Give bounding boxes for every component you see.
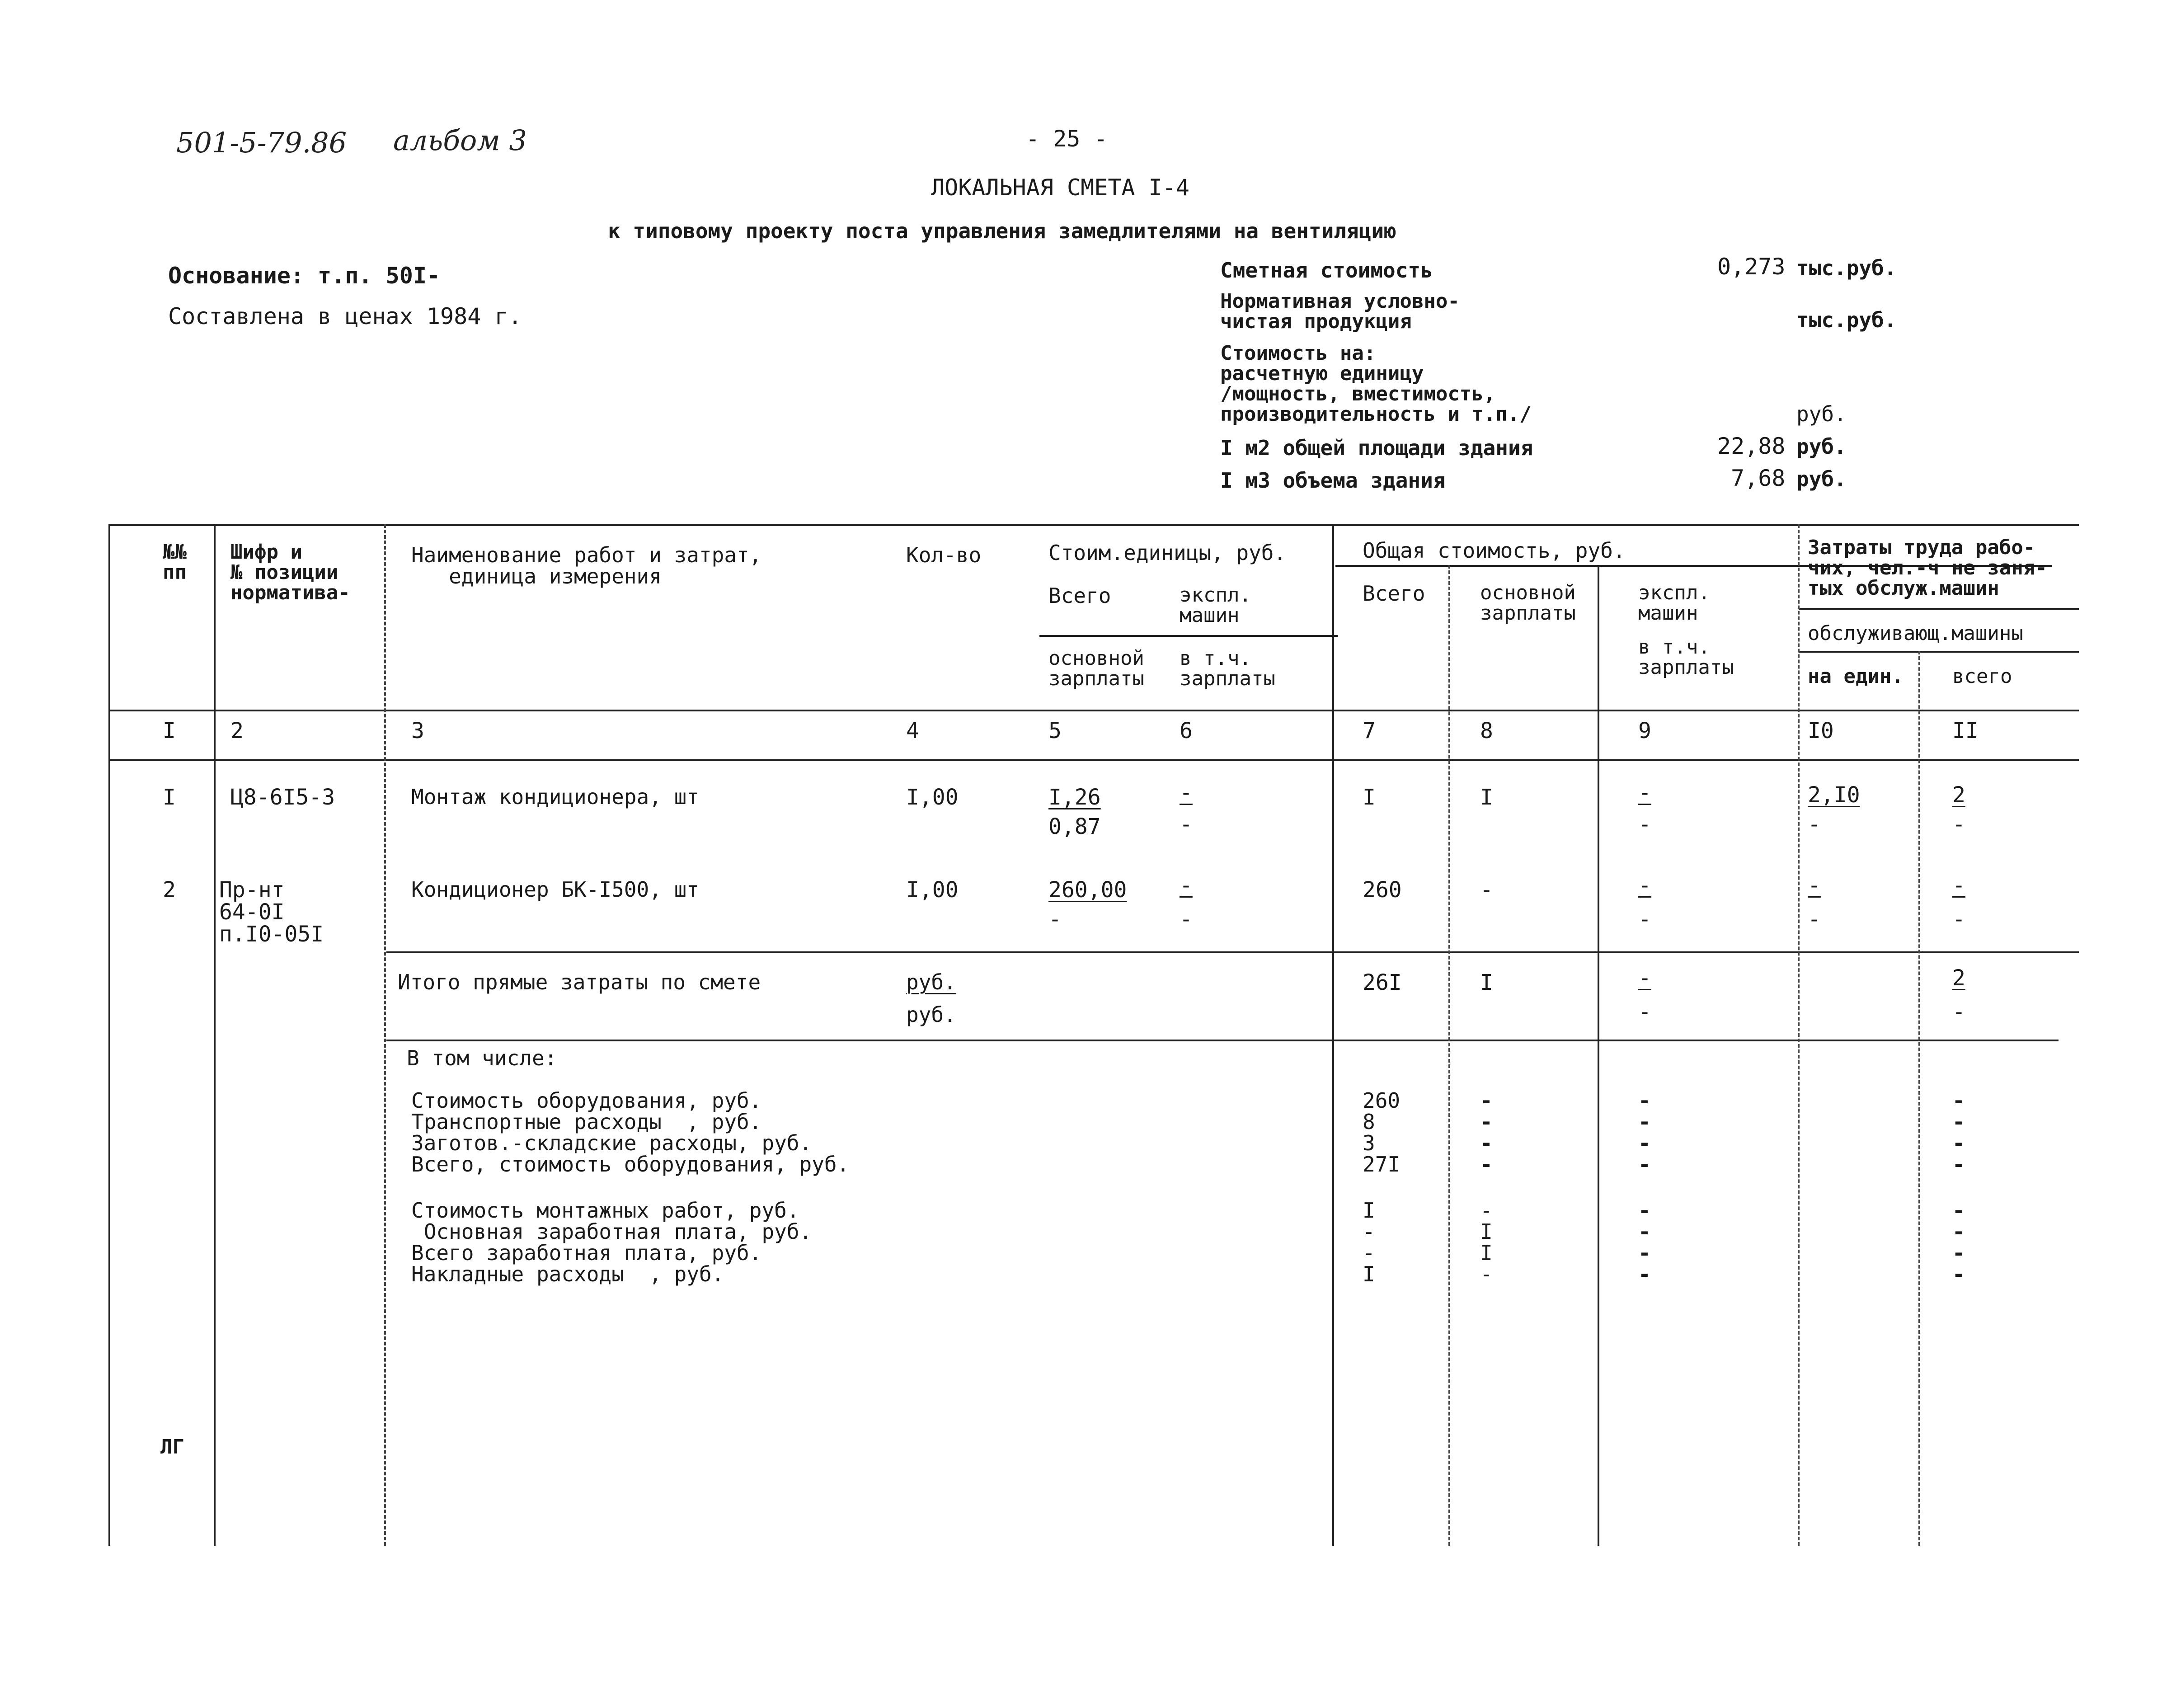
equipment-wage: - - - - — [1480, 1088, 1493, 1176]
estimated-cost-value: 0,273 — [1717, 254, 1786, 280]
row-total-machine-wage: - — [1638, 812, 1651, 837]
installation-labels: Стоимость монтажных работ, руб. Основная заработная плата, руб. Всего заработная плата, руб. Накладные расходы , руб. — [411, 1198, 812, 1286]
header-unit-machine: экспл. машин — [1180, 583, 1251, 627]
labor-sub-rule-2 — [1799, 651, 2079, 653]
volume-cost-label: I м3 объема здания — [1220, 468, 1446, 493]
total-machine: - — [1638, 965, 1651, 991]
col-number: 6 — [1180, 718, 1193, 743]
total-labor: 2 — [1952, 965, 1965, 991]
row-total-all: I — [1363, 785, 1376, 810]
area-cost-value: 22,88 — [1717, 433, 1786, 459]
basis-text: Основание: т.п. 50I- — [168, 263, 441, 289]
col-number: 3 — [411, 718, 424, 743]
header-name: Наименование работ и затрат, единица измерения — [411, 543, 762, 588]
unit-cost-sub-rule — [1039, 635, 1338, 637]
row-labor-per-unit: 2,I0 — [1808, 782, 1860, 808]
row-qty: I,00 — [906, 877, 959, 903]
equipment-labor: - - - - — [1952, 1088, 1965, 1176]
corner-mark: ЛГ — [160, 1435, 184, 1459]
header-qty: Кол-во — [906, 543, 982, 567]
header-unit-cost: Стоим.единицы, руб. — [1048, 541, 1287, 565]
row-unit-machine-wage: - — [1180, 907, 1193, 932]
header-labor-service: обслуживающ.машины — [1808, 622, 2023, 645]
breakdown-heading: В том числе: — [407, 1046, 557, 1070]
row-total-wage: - — [1480, 877, 1493, 903]
row-name: Кондиционер БК-I500, шт — [411, 877, 699, 902]
col-number: 7 — [1363, 718, 1376, 743]
row-labor-total-sub: - — [1952, 907, 1965, 932]
installation-total: I - - I — [1363, 1198, 1375, 1286]
unit-cost-unit: руб. — [1796, 402, 1847, 426]
col-number: I0 — [1808, 718, 1834, 743]
row-total-machine: - — [1638, 780, 1651, 805]
row-total-machine-wage: - — [1638, 907, 1651, 932]
row-unit-machine: - — [1180, 873, 1193, 898]
row-unit-total: 260,00 — [1048, 877, 1127, 903]
volume-cost-unit: руб. — [1796, 467, 1847, 491]
row-total-machine: - — [1638, 873, 1651, 898]
items-rule — [386, 951, 2079, 953]
header-unit-wage: основной зарплаты — [1048, 647, 1144, 690]
table-top-rule — [108, 524, 2079, 526]
row-total-all: 260 — [1363, 877, 1402, 903]
total-machine-wage: - — [1638, 999, 1651, 1025]
net-production-unit: тыс.руб. — [1796, 308, 1897, 332]
header-num: №№ пп — [163, 541, 187, 584]
row-labor-per-unit-sub: - — [1808, 812, 1821, 837]
header-unit-machine-wage: в т.ч. зарплаты — [1180, 647, 1275, 690]
row-unit-machine: - — [1180, 780, 1193, 805]
total-label: Итого прямые затраты по смете — [398, 970, 761, 994]
equipment-machine: - - - - — [1638, 1088, 1651, 1176]
estimated-cost-label: Сметная стоимость — [1220, 258, 1433, 282]
header-rule — [108, 710, 2079, 711]
page-subtitle: к типовому проекту поста управления замедлителями на вентиляцию — [608, 219, 1396, 243]
volume-cost-value: 7,68 — [1731, 465, 1786, 491]
estimated-cost-unit: тыс.руб. — [1796, 256, 1897, 280]
col-divider-wage — [1598, 565, 1599, 1546]
row-unit-machine-wage: - — [1180, 812, 1193, 837]
page-title: ЛОКАЛЬНАЯ СМЕТА I-4 — [931, 174, 1189, 201]
col-number: I — [163, 718, 176, 743]
table-left-border — [108, 524, 110, 1546]
col-divider-num — [214, 524, 216, 1546]
col-divider-qty — [1332, 524, 1334, 1546]
row-unit-total: I,26 — [1048, 785, 1101, 810]
total-all: 26I — [1363, 970, 1402, 995]
total-labor-sub: - — [1952, 999, 1965, 1025]
col-divider-code — [384, 524, 386, 1546]
col-number: 2 — [230, 718, 244, 743]
numbers-rule — [108, 759, 2079, 761]
row-total-wage: I — [1480, 785, 1493, 810]
header-code: Шифр и № позиции норматива- — [230, 541, 350, 604]
header-total-machine: экспл. машин — [1638, 581, 1710, 625]
row-name: Монтаж кондиционера, шт — [411, 785, 699, 809]
row-unit-wage: 0,87 — [1048, 814, 1101, 839]
installation-wage: - I I - — [1480, 1198, 1493, 1286]
row-labor-total: 2 — [1952, 782, 1965, 808]
unit-cost-label: Стоимость на: расчетную единицу /мощность, вместимость, производительность и т.п./ — [1220, 342, 1532, 426]
header-labor-per-unit: на един. — [1808, 665, 1904, 688]
row-qty: I,00 — [906, 785, 959, 810]
col-number: 8 — [1480, 718, 1493, 743]
total-wage: I — [1480, 970, 1493, 995]
equipment-total: 260 8 3 27I — [1363, 1088, 1401, 1176]
header-unit-total: Всего — [1048, 583, 1111, 608]
row-labor-total: - — [1952, 873, 1965, 898]
area-cost-label: I м2 общей площади здания — [1220, 436, 1533, 460]
col-number: 9 — [1638, 718, 1651, 743]
labor-sub-rule-1 — [1799, 608, 2079, 610]
row-code: Пр-нт 64-0I п.I0-05I — [219, 877, 324, 947]
header-total-cost: Общая стоимость, руб. — [1363, 538, 1626, 563]
net-production-label: Нормативная условно- чистая продукция — [1220, 290, 1460, 333]
prices-year-text: Составлена в ценах 1984 г. — [168, 303, 522, 329]
header-total-machine-wage: в т.ч. зарплаты — [1638, 635, 1734, 679]
album-note: альбом 3 — [393, 124, 527, 157]
header-total-all: Всего — [1363, 581, 1425, 606]
header-labor: Затраты труда рабо- чих, чел.-ч не заня- тых обслуж.машин — [1808, 536, 2047, 600]
col-divider-machine — [1798, 524, 1800, 1546]
page-number: - 25 - — [1026, 126, 1108, 152]
col-divider-labor — [1918, 651, 1920, 1546]
col-divider-total — [1448, 565, 1450, 1546]
row-num: 2 — [163, 877, 176, 903]
row-labor-per-unit-sub: - — [1808, 907, 1821, 932]
header-labor-total: всего — [1952, 665, 2012, 688]
installation-labor: - - - - — [1952, 1198, 1965, 1286]
header-total-wage: основной зарплаты — [1480, 581, 1576, 625]
equipment-labels: Стоимость оборудования, руб. Транспортные расходы , руб. Заготов.-складские расходы, руб. Всего, стоимость оборудования, руб. — [411, 1088, 850, 1176]
col-number: 4 — [906, 718, 919, 743]
row-labor-total-sub: - — [1952, 812, 1965, 837]
document-stamp: 501-5-79.86 — [176, 126, 347, 159]
total-rule — [386, 1040, 2059, 1041]
area-cost-unit: руб. — [1796, 434, 1847, 459]
total-qty-unit-2: руб. — [906, 1002, 956, 1027]
row-num: I — [163, 785, 176, 810]
row-code: Ц8-6I5-3 — [230, 785, 335, 810]
total-qty-unit: руб. — [906, 970, 956, 994]
row-labor-per-unit: - — [1808, 873, 1821, 898]
row-unit-wage: - — [1048, 907, 1062, 932]
col-number: II — [1952, 718, 1979, 743]
installation-machine: - - - - — [1638, 1198, 1651, 1286]
col-number: 5 — [1048, 718, 1062, 743]
